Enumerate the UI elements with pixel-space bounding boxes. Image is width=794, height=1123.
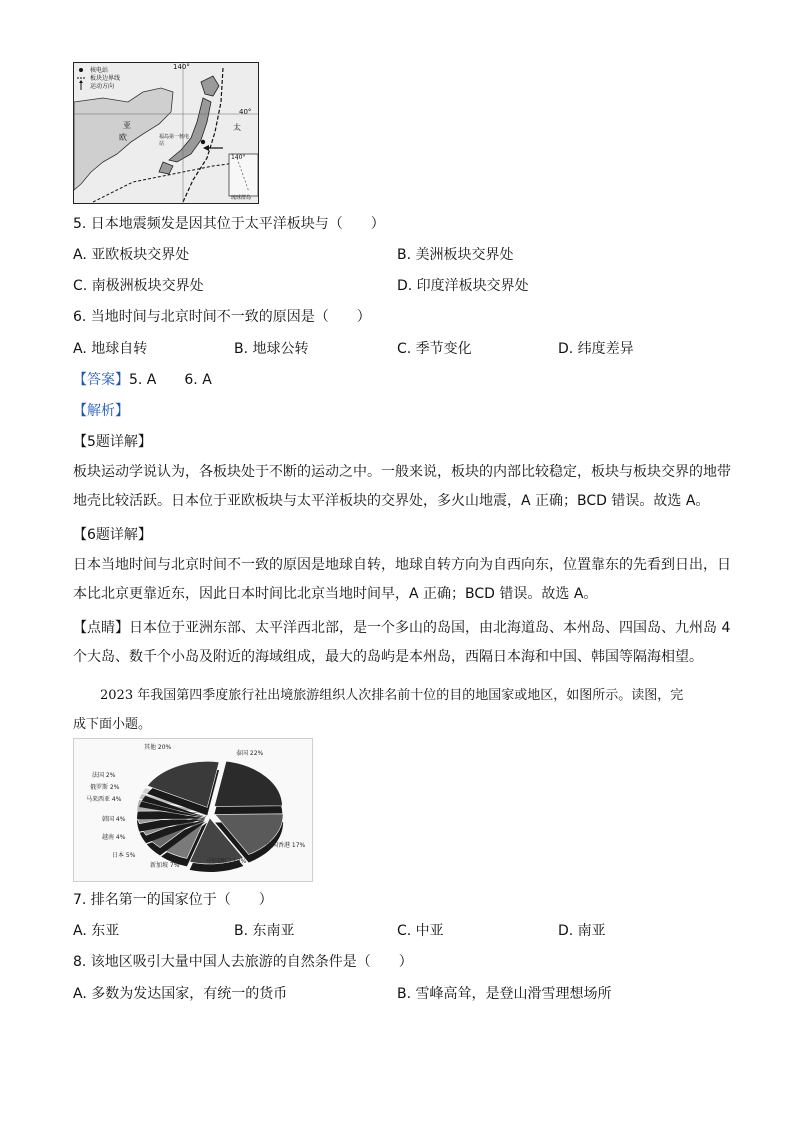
point-label: 【点睛】 xyxy=(73,620,129,636)
point-text: 日本位于亚洲东部、太平洋西北部，是一个多山的岛国，由北海道岛、本州岛、四国岛、九州岛 4 个大岛、数千个小岛及附近的海域组成，最大的岛屿是本州岛，西隔日本海和中国、韩国等隔海相望。 xyxy=(73,620,731,665)
intro-line-1: 2023 年我国第四季度旅行社出境旅游组织人次排名前十位的目的地国家或地区，如图所示。读图，完 xyxy=(100,688,684,703)
pie-label-8: 俄罗斯 2% xyxy=(90,784,120,791)
pie-label-10: 其他 20% xyxy=(144,744,172,751)
map-label-ryukyu: 琉球群岛 xyxy=(231,195,252,201)
map-label-lon140-top: 140° xyxy=(173,63,190,71)
pie-label-1: 中国香港 17% xyxy=(266,842,306,849)
q7-option-c[interactable]: C. 中亚 xyxy=(397,923,444,939)
map-label-fukushima: 福岛第一核电站 xyxy=(159,134,190,147)
answer-row xyxy=(73,369,212,389)
pie-chart xyxy=(74,739,312,881)
analysis-label: 【解析】 xyxy=(73,403,129,419)
q8-option-b[interactable]: B. 雪峰高耸，是登山滑雪理想场所 xyxy=(397,986,612,1002)
detail6-label: 【6题详解】 xyxy=(73,527,152,543)
q8-option-a[interactable]: A. 多数为发达国家，有统一的货币 xyxy=(73,986,288,1002)
q8-stem: 8. 该地区吸引大量中国人去旅游的自然条件是（ ） xyxy=(73,954,413,970)
pie-label-6: 韩国 4% xyxy=(102,816,126,823)
map-label-sea-b: 欧 xyxy=(119,133,127,142)
map-legend-0: 核电站 xyxy=(90,67,109,74)
japan-plate-map xyxy=(73,62,259,204)
map-label-sea-c: 太 xyxy=(233,123,241,132)
q7-stem: 7. 排名第一的国家位于（ ） xyxy=(73,892,273,908)
map-label-sea-a: 亚 xyxy=(123,121,131,130)
q5-option-c[interactable]: C. 南极洲板块交界处 xyxy=(73,278,204,294)
map-label-lat40: 40° xyxy=(239,108,252,116)
detail5-text: 板块运动学说认为，各板块处于不断的运动之中。一般来说，板块的内部比较稳定，板块与板块交界的地带地壳比较活跃。日本位于亚欧板块与太平洋板块的交界处，多火山地震，A 正确；BCD 错误。故选 A。 xyxy=(73,464,731,509)
pie-label-7: 马来西亚 4% xyxy=(86,796,122,803)
pie-label-9: 法国 2% xyxy=(92,772,116,779)
map-legend-1: 板块边界线 xyxy=(90,75,121,82)
q7-option-a[interactable]: A. 东亚 xyxy=(73,923,120,939)
q5-option-d[interactable]: D. 印度洋板块交界处 xyxy=(397,278,529,294)
pie-slice-0 xyxy=(214,761,282,806)
answer-value: 5. A 6. A xyxy=(129,372,212,388)
q6-stem: 6. 当地时间与北京时间不一致的原因是（ ） xyxy=(73,309,371,325)
map-legend-2: 运动方向 xyxy=(90,83,115,90)
q6-option-b[interactable]: B. 地球公转 xyxy=(234,341,309,357)
map-label-lon140-bottom: 140° xyxy=(231,154,246,161)
pie-chart-figure xyxy=(73,738,313,882)
q5-stem: 5. 日本地震频发是因其位于太平洋板块与（ ） xyxy=(73,216,385,232)
detail6-text: 日本当地时间与北京时间不一致的原因是地球自转，地球自转方向为自西向东，位置靠东的先看到日出，日本比北京更靠近东，因此日本时间比北京当地时间早，A 正确；BCD 错误。故选 A。 xyxy=(73,557,731,602)
q6-option-d[interactable]: D. 纬度差异 xyxy=(558,341,634,357)
pie-label-5: 越南 4% xyxy=(102,834,126,841)
q7-option-d[interactable]: D. 南亚 xyxy=(558,923,606,939)
q6-option-c[interactable]: C. 季节变化 xyxy=(397,341,472,357)
answer-label: 【答案】 xyxy=(73,372,129,388)
q5-option-b[interactable]: B. 美洲板块交界处 xyxy=(397,247,514,263)
intro-line-2: 成下面小题。 xyxy=(73,717,152,732)
pie-label-2: 中国澳门 13% xyxy=(207,858,247,865)
q7-option-b[interactable]: B. 东南亚 xyxy=(234,923,295,939)
pie-label-0: 泰国 22% xyxy=(236,750,264,757)
pie-label-3: 新加坡 7% xyxy=(150,862,180,869)
detail5-label: 【5题详解】 xyxy=(73,434,152,450)
point-paragraph xyxy=(73,614,733,672)
pie-label-4: 日本 5% xyxy=(112,852,136,859)
q6-option-a[interactable]: A. 地球自转 xyxy=(73,341,148,357)
q5-option-a[interactable]: A. 亚欧板块交界处 xyxy=(73,247,190,263)
